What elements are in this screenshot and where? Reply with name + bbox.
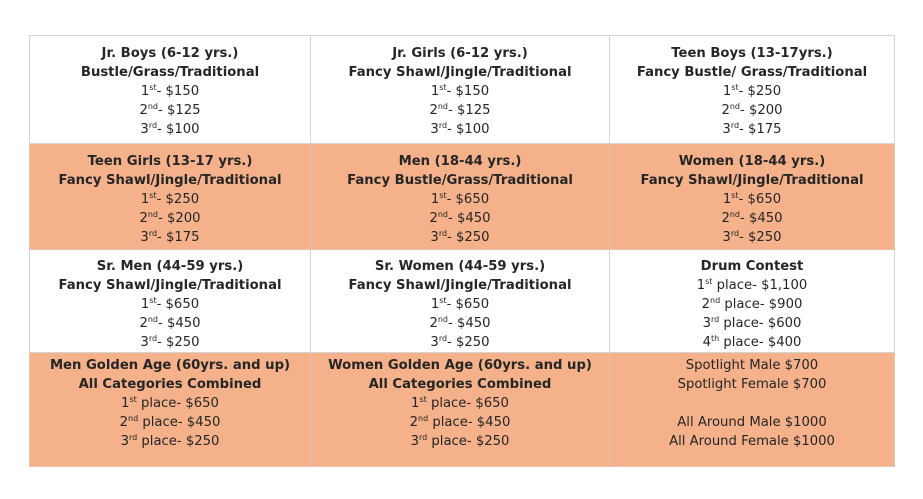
prize-line (313, 333, 607, 352)
category-cell (30, 353, 311, 467)
place-number: 3 (120, 434, 129, 449)
category-cell (610, 36, 895, 144)
place-number: 3 (722, 230, 731, 245)
place-number: 2 (429, 316, 438, 331)
prize-line (313, 120, 607, 139)
prize-amount: place- $650 (426, 396, 509, 411)
ordinal-suffix: nd (418, 414, 429, 423)
prize-line (612, 101, 892, 120)
prize-line: Spotlight Male $700 (685, 358, 819, 373)
prize-amount: - $100 (157, 122, 200, 137)
place-number: 3 (140, 335, 149, 350)
category-heading: Fancy Bustle/ Grass/Traditional (636, 65, 868, 80)
place-number: 1 (411, 396, 420, 411)
ordinal-suffix: rd (438, 334, 448, 343)
ordinal-suffix: rd (730, 121, 740, 130)
category-heading: Sr. Men (44-59 yrs.) (96, 259, 244, 274)
prize-amount: - $175 (739, 122, 782, 137)
prize-amount: - $450 (740, 211, 783, 226)
ordinal-suffix: st (129, 395, 137, 404)
prize-line (313, 190, 607, 209)
prize-line (612, 209, 892, 228)
prize-line (612, 228, 892, 247)
category-heading: Fancy Shawl/Jingle/Traditional (640, 173, 864, 188)
category-heading: Teen Girls (13-17 yrs.) (87, 154, 253, 169)
ordinal-suffix: st (419, 395, 427, 404)
prize-line (313, 432, 607, 451)
place-number: 3 (140, 230, 149, 245)
prize-line (313, 394, 607, 413)
place-number: 2 (139, 103, 148, 118)
category-heading: Teen Boys (13-17yrs.) (671, 46, 833, 61)
category-cell (610, 250, 895, 353)
prize-line (612, 82, 892, 101)
prize-table-body (30, 36, 895, 467)
ordinal-suffix: rd (128, 433, 138, 442)
place-number: 1 (696, 278, 706, 293)
place-number: 1 (722, 84, 732, 99)
category-cell (30, 144, 311, 250)
category-cell (30, 250, 311, 353)
ordinal-suffix: nd (147, 102, 159, 111)
category-cell (610, 144, 895, 250)
place-number: 3 (722, 122, 731, 137)
prize-table (29, 35, 895, 467)
prize-amount: place- $650 (136, 396, 219, 411)
category-heading: Bustle/Grass/Traditional (80, 65, 260, 80)
prize-line (612, 314, 892, 333)
ordinal-suffix: rd (730, 229, 740, 238)
place-number: 1 (430, 297, 440, 312)
place-number: 1 (140, 297, 150, 312)
ordinal-suffix: nd (437, 210, 449, 219)
place-number: 1 (121, 396, 130, 411)
prize-line: Spotlight Female $700 (677, 377, 827, 392)
ordinal-suffix: rd (148, 121, 158, 130)
prize-amount: - $650 (446, 297, 490, 312)
place-number: 2 (429, 103, 438, 118)
prize-amount: - $250 (157, 335, 200, 350)
table-row (30, 250, 895, 353)
prize-line: All Around Male $1000 (677, 415, 827, 430)
ordinal-suffix: st (439, 83, 447, 92)
ordinal-suffix: rd (418, 433, 428, 442)
ordinal-suffix: st (439, 191, 447, 200)
prize-amount: - $200 (740, 103, 783, 118)
ordinal-suffix: nd (147, 315, 159, 324)
prize-amount: - $250 (447, 335, 490, 350)
prize-amount: - $150 (446, 84, 490, 99)
ordinal-suffix: nd (437, 102, 449, 111)
prize-amount: - $650 (156, 297, 200, 312)
category-cell (610, 353, 895, 467)
prize-line (32, 101, 308, 120)
prize-line (313, 228, 607, 247)
prize-line (32, 228, 308, 247)
prize-amount: place- $250 (427, 434, 510, 449)
place-number: 1 (722, 192, 732, 207)
place-number: 3 (430, 230, 439, 245)
place-number: 1 (140, 84, 150, 99)
category-heading: Men (18-44 yrs.) (398, 154, 522, 169)
prize-amount: - $650 (446, 192, 490, 207)
place-number: 3 (410, 434, 419, 449)
prize-line (313, 413, 607, 432)
category-heading: All Categories Combined (78, 377, 262, 392)
place-number: 1 (430, 84, 440, 99)
category-cell (311, 36, 610, 144)
ordinal-suffix: th (710, 334, 720, 343)
place-number: 2 (409, 415, 419, 430)
ordinal-suffix: nd (729, 102, 741, 111)
prize-amount: - $450 (448, 211, 491, 226)
ordinal-suffix: nd (128, 414, 139, 423)
prize-amount: - $125 (448, 103, 491, 118)
category-heading: Men Golden Age (60yrs. and up) (49, 358, 291, 373)
place-number: 2 (701, 297, 711, 312)
prize-line (313, 209, 607, 228)
place-number: 3 (430, 335, 439, 350)
ordinal-suffix: st (731, 83, 739, 92)
ordinal-suffix: rd (438, 229, 448, 238)
prize-line (32, 432, 308, 451)
prize-line (32, 314, 308, 333)
place-number: 2 (119, 415, 129, 430)
ordinal-suffix: nd (147, 210, 159, 219)
category-heading: Fancy Bustle/Grass/Traditional (347, 173, 573, 188)
prize-amount: - $650 (738, 192, 782, 207)
prize-amount: place- $600 (719, 316, 802, 331)
prize-amount: - $450 (158, 316, 201, 331)
prize-amount: - $450 (448, 316, 491, 331)
table-row (30, 144, 895, 250)
prize-amount: place- $1,100 (712, 278, 808, 293)
ordinal-suffix: rd (710, 315, 720, 324)
prize-line (313, 314, 607, 333)
category-heading: Fancy Shawl/Jingle/Traditional (58, 173, 282, 188)
ordinal-suffix: st (149, 191, 157, 200)
prize-amount: - $125 (158, 103, 201, 118)
category-cell (30, 36, 311, 144)
prize-line (612, 120, 892, 139)
category-heading: Jr. Girls (6-12 yrs.) (392, 46, 528, 61)
prize-line (313, 295, 607, 314)
category-heading: Jr. Boys (6-12 yrs.) (101, 46, 239, 61)
prize-amount: place- $900 (720, 297, 803, 312)
prize-line (612, 276, 892, 295)
prize-line (313, 101, 607, 120)
ordinal-suffix: nd (437, 315, 449, 324)
category-heading: Sr. Women (44-59 yrs.) (374, 259, 546, 274)
category-cell (311, 144, 610, 250)
ordinal-suffix: nd (729, 210, 741, 219)
prize-line: All Around Female $1000 (669, 434, 835, 449)
prize-amount: - $250 (447, 230, 490, 245)
prize-line (32, 120, 308, 139)
category-heading: Fancy Shawl/Jingle/Traditional (348, 65, 572, 80)
prize-line (32, 190, 308, 209)
category-cell (311, 250, 610, 353)
prize-line (612, 333, 892, 352)
prize-line (32, 413, 308, 432)
category-heading: Fancy Shawl/Jingle/Traditional (58, 278, 282, 293)
prize-line (612, 295, 892, 314)
prize-line (32, 295, 308, 314)
prize-amount: - $250 (738, 84, 782, 99)
place-number: 3 (140, 122, 149, 137)
prize-line (313, 82, 607, 101)
place-number: 2 (429, 211, 438, 226)
prize-line (612, 394, 892, 413)
prize-amount: place- $450 (138, 415, 221, 430)
place-number: 2 (721, 211, 730, 226)
category-heading: All Categories Combined (368, 377, 552, 392)
table-row (30, 353, 895, 467)
place-number: 1 (430, 192, 440, 207)
category-heading: Drum Contest (700, 259, 804, 274)
ordinal-suffix: st (149, 296, 157, 305)
place-number: 2 (139, 211, 148, 226)
prize-amount: place- $250 (137, 434, 220, 449)
prize-amount: - $250 (156, 192, 200, 207)
ordinal-suffix: st (705, 277, 713, 286)
prize-amount: place- $400 (719, 335, 802, 350)
ordinal-suffix: nd (710, 296, 721, 305)
prize-line (32, 82, 308, 101)
prize-line (32, 333, 308, 352)
prize-line (32, 209, 308, 228)
place-number: 2 (139, 316, 148, 331)
place-number: 2 (721, 103, 730, 118)
ordinal-suffix: st (731, 191, 739, 200)
category-heading: Women Golden Age (60yrs. and up) (328, 358, 592, 373)
place-number: 1 (140, 192, 150, 207)
place-number: 4 (702, 335, 711, 350)
place-number: 3 (702, 316, 711, 331)
ordinal-suffix: rd (438, 121, 448, 130)
prize-line (32, 394, 308, 413)
prize-amount: - $150 (156, 84, 200, 99)
category-heading: Fancy Shawl/Jingle/Traditional (348, 278, 572, 293)
category-heading: Women (18-44 yrs.) (678, 154, 826, 169)
place-number: 3 (430, 122, 439, 137)
ordinal-suffix: st (149, 83, 157, 92)
prize-line (612, 190, 892, 209)
ordinal-suffix: rd (148, 334, 158, 343)
table-row (30, 36, 895, 144)
prize-amount: place- $450 (428, 415, 511, 430)
ordinal-suffix: rd (148, 229, 158, 238)
prize-amount: - $175 (157, 230, 200, 245)
ordinal-suffix: st (439, 296, 447, 305)
category-cell (311, 353, 610, 467)
prize-amount: - $250 (739, 230, 782, 245)
prize-amount: - $200 (158, 211, 201, 226)
prize-amount: - $100 (447, 122, 490, 137)
